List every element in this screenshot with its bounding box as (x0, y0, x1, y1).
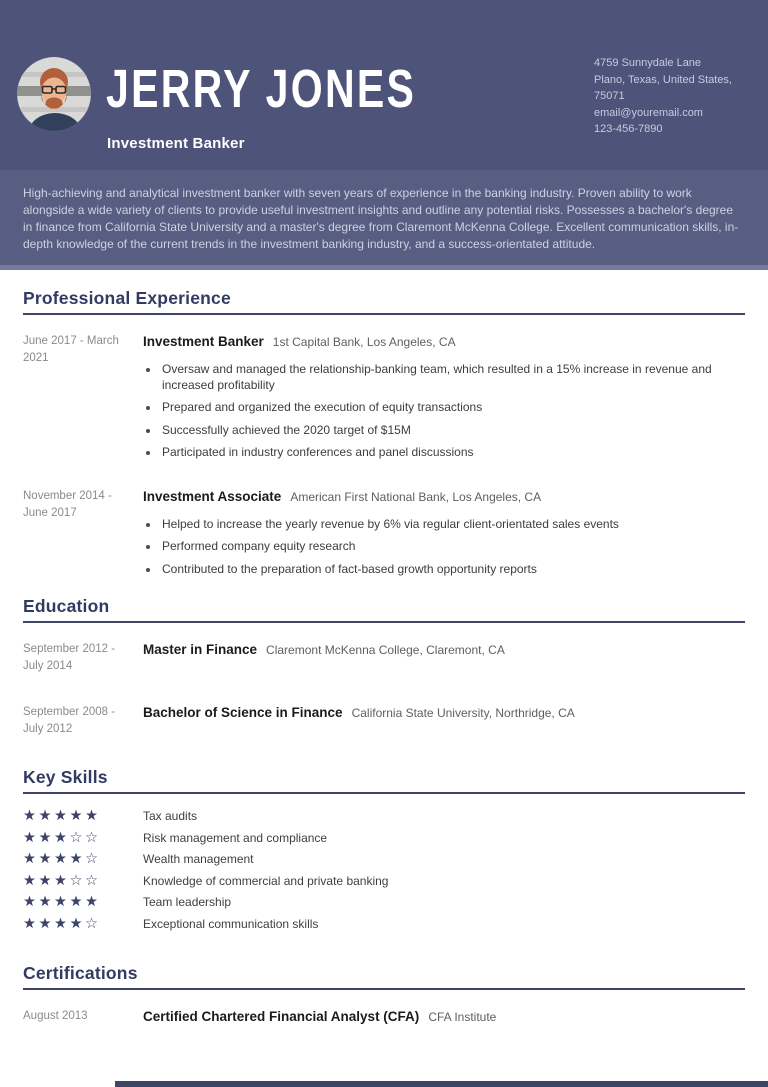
list-entry (23, 704, 745, 738)
bullet-item (143, 400, 745, 416)
resume-header (0, 0, 768, 170)
bullet-text: Successfully achieved the 2020 target of $15M (162, 422, 411, 437)
skill-row (23, 892, 745, 914)
candidate-name: JERRY JONES (106, 59, 417, 119)
entry-dates: September 2008 - July 2012 (23, 706, 116, 735)
bullet-dot-icon (146, 451, 150, 455)
entry-role: Investment Associate (143, 488, 282, 504)
entry-organization: American First National Bank, Los Angeles, CA (290, 489, 542, 504)
section-divider (23, 313, 745, 315)
bullet-text: Helped to increase the yearly revenue by 6% via regular client-orientated sales events (162, 516, 619, 531)
candidate-job-title: Investment Banker (107, 135, 245, 152)
star-rating-icons: ★★★★★ (23, 894, 101, 910)
section-title-experience: Professional Experience (23, 288, 231, 308)
bullet-item (143, 539, 745, 555)
star-rating-icons: ★★★★★ (23, 808, 101, 824)
bullet-item (143, 562, 745, 578)
avatar (17, 57, 91, 131)
entry-role: Investment Banker (143, 334, 264, 349)
experience-entry (23, 488, 745, 585)
skill-label: Knowledge of commercial and private banking (143, 873, 389, 888)
resume-body (0, 288, 768, 1026)
entry-degree: Master in Finance (143, 642, 258, 657)
entry-institution: Claremont McKenna College, Claremont, CA (266, 643, 505, 657)
contact-email: email@youremail.com (594, 106, 703, 119)
entry-institution: CFA Institute (428, 1010, 497, 1024)
skill-row (23, 871, 745, 893)
next-page-edge-bar (115, 1081, 768, 1087)
bullet-dot-icon (146, 545, 150, 549)
summary-text: High-achieving and analytical investment banker with seven years of experience in the banking industry. Proven ability to work alongside a wide variety of clients to provide useful investment insights and outline any potential risks. Possesses a bachelor's degree in finance from California State University and a master's degree from Claremont McKenna College. Excellent communication skills, in-depth knowledge of the current trends in the investment banking industry, and a success-orientated attitude. (0, 170, 768, 270)
bullet-dot-icon (146, 523, 150, 527)
experience-entry (23, 333, 745, 468)
skill-row (23, 914, 745, 936)
star-rating-icons: ★★★☆☆ (23, 872, 101, 889)
bullet-dot-icon (146, 568, 150, 572)
bullet-item (143, 445, 745, 461)
section-title-education: Education (23, 596, 110, 616)
entry-dates: November 2014 - June 2017 (23, 489, 112, 519)
entry-dates: August 2013 (23, 1010, 88, 1022)
section-title-certifications: Certifications (23, 963, 138, 983)
entry-dates: June 2017 - March 2021 (23, 335, 119, 364)
section-key-skills (23, 767, 745, 935)
section-divider (23, 621, 745, 623)
section-divider (23, 792, 745, 794)
bullet-item (143, 517, 745, 533)
bullet-dot-icon (146, 406, 150, 410)
list-entry (23, 641, 745, 675)
contact-address-line1: 4759 Sunnydale Lane (594, 57, 702, 69)
contact-address-line3: 75071 (594, 90, 625, 102)
contact-phone: 123-456-7890 (594, 123, 663, 135)
bullet-text: Performed company equity research (162, 539, 356, 553)
section-certifications (23, 963, 745, 1026)
star-rating-icons: ★★★★☆ (23, 915, 101, 932)
contact-info (594, 55, 762, 138)
star-rating-icons: ★★★☆☆ (23, 829, 101, 846)
section-title-key-skills: Key Skills (23, 767, 108, 787)
bullet-text: Contributed to the preparation of fact-based growth opportunity reports (162, 561, 537, 576)
bullet-text: Participated in industry conferences and panel discussions (162, 445, 474, 459)
entry-bullets (143, 362, 745, 461)
list-entry (23, 1008, 745, 1026)
certification-entries (23, 1008, 745, 1026)
bullet-dot-icon (146, 429, 150, 433)
section-education (23, 596, 745, 738)
skill-rows (23, 806, 745, 935)
skill-row (23, 806, 745, 828)
skill-label: Wealth management (143, 852, 254, 866)
bullet-text: Oversaw and managed the relationship-banking team, which resulted in a 15% increase in revenue and increased profitability (162, 362, 712, 392)
bullet-item (143, 362, 745, 393)
skill-label: Exceptional communication skills (143, 916, 319, 931)
skill-label: Tax audits (143, 809, 198, 823)
bullet-item (143, 423, 745, 439)
education-entries (23, 641, 745, 738)
entry-bullets (143, 517, 745, 578)
skill-row (23, 828, 745, 850)
bullet-text: Prepared and organized the execution of equity transactions (162, 400, 483, 414)
skill-label: Team leadership (143, 895, 232, 909)
entry-degree: Certified Chartered Financial Analyst (CFA) (143, 1009, 420, 1024)
entry-dates: September 2012 - July 2014 (23, 643, 116, 672)
entry-degree: Bachelor of Science in Finance (143, 705, 343, 720)
entry-institution: California State University, Northridge, CA (351, 706, 575, 720)
bullet-dot-icon (146, 368, 150, 372)
skill-row (23, 849, 745, 871)
section-divider (23, 988, 745, 990)
experience-entries (23, 333, 745, 584)
skill-label: Risk management and compliance (143, 830, 328, 845)
contact-address-line2: Plano, Texas, United States, (594, 73, 732, 86)
entry-organization: 1st Capital Bank, Los Angeles, CA (272, 335, 456, 349)
profile-photo (17, 57, 91, 131)
star-rating-icons: ★★★★☆ (23, 851, 101, 867)
section-experience (23, 288, 745, 584)
